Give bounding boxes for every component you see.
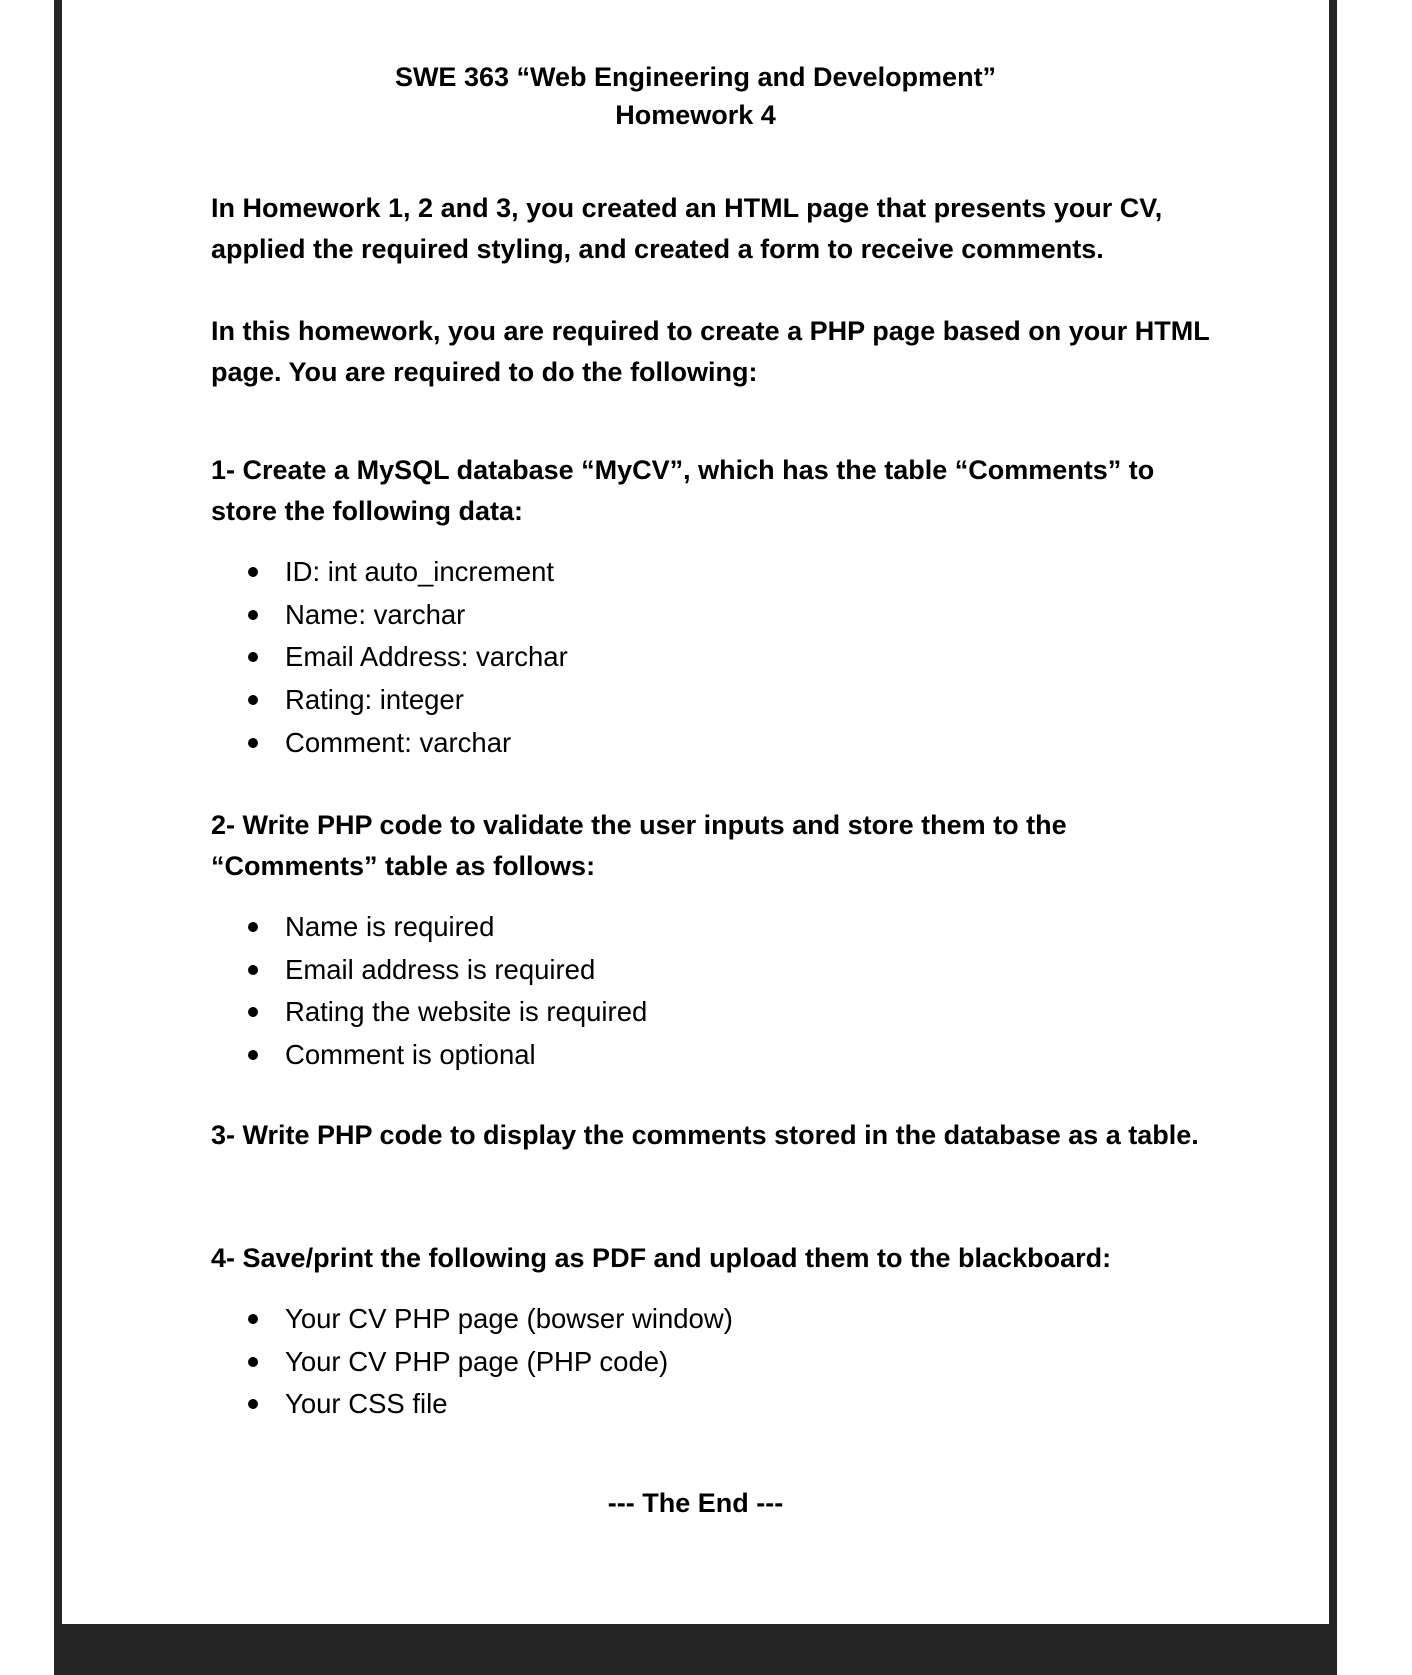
- step1-list: [248, 551, 568, 765]
- homework-title: Homework 4: [615, 100, 776, 130]
- list-item: Email Address: varchar: [248, 636, 568, 679]
- list-item: Email address is required: [248, 949, 647, 992]
- list-item: Your CV PHP page (PHP code): [248, 1341, 733, 1384]
- the-end-text: --- The End ---: [607, 1488, 784, 1518]
- step2-list: [248, 906, 647, 1077]
- list-item: Your CSS file: [248, 1383, 733, 1426]
- step1-heading: 1- Create a MySQL database “MyCV”, which has the table “Comments” to store the following data:: [211, 455, 1155, 526]
- list-item: Your CV PHP page (bowser window): [248, 1298, 733, 1341]
- intro-paragraph: In Homework 1, 2 and 3, you created an HTML page that presents your CV, applied the required styling, and created a form to receive comments.: [211, 193, 1163, 264]
- bullet-icon: [248, 652, 258, 662]
- bullet-icon: [248, 738, 258, 748]
- list-item: Rating: integer: [248, 679, 568, 722]
- bullet-icon: [248, 1314, 258, 1324]
- list-item: Comment is optional: [248, 1034, 647, 1077]
- list-item: Comment: varchar: [248, 722, 568, 765]
- step3-heading: 3- Write PHP code to display the comments stored in the database as a table.: [211, 1120, 1199, 1150]
- document-page: [62, 0, 1329, 1624]
- bullet-icon: [248, 695, 258, 705]
- bullet-icon: [248, 922, 258, 932]
- bullet-icon: [248, 610, 258, 620]
- bullet-icon: [248, 1399, 258, 1409]
- bullet-icon: [248, 965, 258, 975]
- step2-heading: 2- Write PHP code to validate the user inputs and store them to the “Comments” table as follows:: [211, 810, 1067, 881]
- list-item: Name is required: [248, 906, 647, 949]
- list-item: ID: int auto_increment: [248, 551, 568, 594]
- step4-list: [248, 1298, 733, 1426]
- bullet-icon: [248, 1357, 258, 1367]
- bullet-icon: [248, 1050, 258, 1060]
- list-item: Name: varchar: [248, 594, 568, 637]
- course-title: SWE 363 “Web Engineering and Development”: [394, 62, 997, 92]
- document-title: [62, 58, 1329, 134]
- step4-heading: 4- Save/print the following as PDF and upload them to the blackboard:: [211, 1243, 1112, 1273]
- bullet-icon: [248, 567, 258, 577]
- task-paragraph: In this homework, you are required to create a PHP page based on your HTML page. You are required to do the following:: [211, 316, 1210, 387]
- bullet-icon: [248, 1007, 258, 1017]
- list-item: Rating the website is required: [248, 991, 647, 1034]
